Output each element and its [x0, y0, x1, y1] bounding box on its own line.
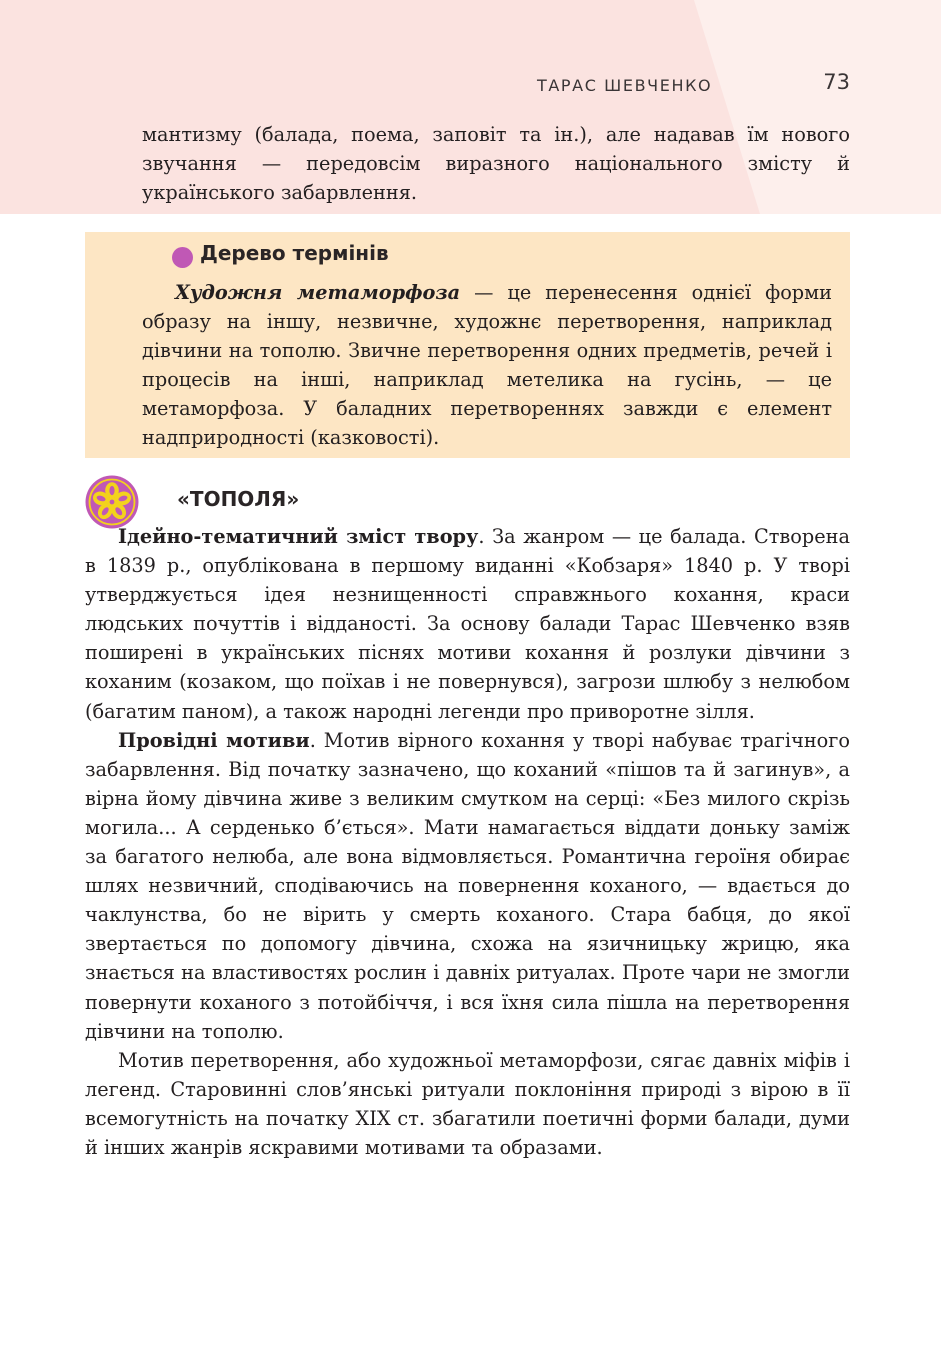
paragraph-lead: Ідейно-тематичний зміст твору	[118, 525, 479, 548]
page-number: 73	[823, 70, 850, 94]
paragraph-lead: Провідні мотиви	[118, 728, 310, 752]
purple-dot-icon	[172, 247, 193, 268]
intro-text: мантизму (балада, поема, заповіт та ін.), але надавав їм нового звучання — передовсім виразного національного змісту й українського забарвлення.	[142, 123, 850, 205]
term-box-heading: Дерево термінів	[200, 241, 389, 265]
running-head: ТАРАС ШЕВЧЕНКО	[537, 76, 713, 95]
section-body	[85, 522, 850, 1162]
term-paragraph	[142, 278, 832, 453]
ornamental-flower-icon	[85, 475, 139, 529]
section-title: «ТОПОЛЯ»	[177, 487, 300, 511]
paragraph-text: . Мотив вірного кохання у творі набуває трагічного забарвлення. Від початку зазначено, що коханий «пішов та й загинув», а вірна йому дівчина живе з великим смутком на серці: «Без милого скрізь могила... А серденько б’ється». Мати намагається віддати доньку заміж за багатого нелюба, але вона відмовляється. Романтична героїня обирає шлях незвичний, сподіваючись на повернення коханого, — вдається до чаклунства, бо не вірить у смерть коханого. Стара бабця, до якої звертається по допомогу дівчина, схожа на язичницьку жрицю, яка знається на властивостях рослин і давніх ритуалах. Проте чари не змогли повернути коханого з потойбіччя, і вся їхня сила пішла на перетворення дівчини на тополю.	[85, 728, 850, 1043]
paragraph-theme	[85, 522, 850, 726]
term-definition-text: — це перенесення однієї форми образу на іншу, незвичне, художнє перетворення, наприклад дівчини на тополю. Звичне перетворення одних предметів, речей і процесів на інші, наприклад метелика на гусінь, — це метаморфоза. У баладних перетвореннях завжди є елемент надприродності (казковості).	[142, 281, 832, 450]
intro-paragraph	[142, 120, 850, 207]
paragraph-metamorphosis: Мотив перетворення, або художньої метаморфози, сягає давніх міфів і легенд. Старовинні слов’янські ритуали поклоніння природі з вірою в її всемогутність на початку XIX ст. збагатили поетичні форми балади, думи й інших жанрів яскравими мотивами та образами.	[85, 1048, 850, 1159]
term-name: Художня метаморфоза	[175, 281, 461, 304]
paragraph-motifs	[85, 726, 850, 1046]
paragraph-text: . За жанром — це балада. Створена в 1839 р., опублікована в першому виданні «Кобзаря» 1840 р. У творі утверджується ідея незнищенності справжнього кохання, краси людських почуттів і відданості. За основу балади Тарас Шевченко взяв поширені в українських піснях мотиви кохання й розлуки дівчини з коханим (козаком, що поїхав і не повернувся), загрози шлюбу з нелюбом (багатим паном), а також народні легенди про приворотне зілля.	[85, 525, 850, 723]
term-definition	[142, 278, 832, 453]
